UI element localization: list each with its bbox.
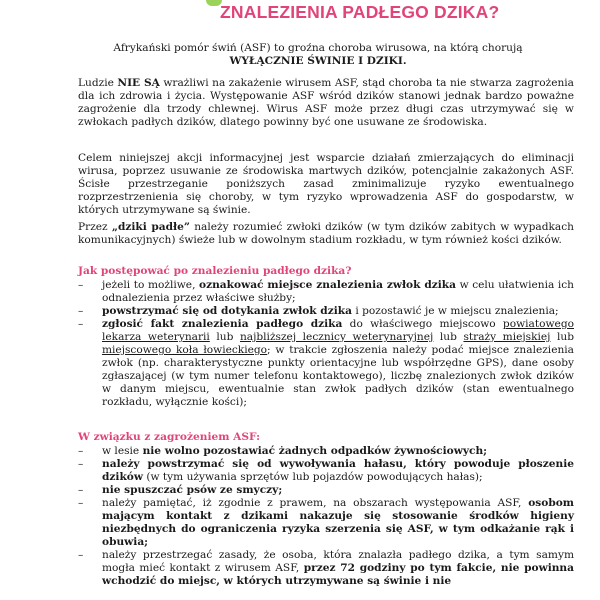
p3-text-a: Przez [78,221,112,233]
item-text: jeżeli to możliwe, [102,279,200,291]
item-text: w celu ułatwienia ich odnalezienia przez właściwe służby; [102,279,574,304]
item-text: (w tym używania sprzętów lub pojazdów powodujących hałas); [142,471,483,483]
item-text: w lesie [102,445,143,457]
procedure-list [72,279,574,409]
list-item [72,549,574,588]
item-text: lub [209,331,240,343]
item-emphasis: osobom mającym kontakt z dzikami nakazuje się stosowanie środków higieny niezbędnych do ograniczenia ryzyka szerzenia się ASF, w tym odkażanie rąk i obuwia; [102,497,574,548]
p1-text-c: wrażliwi na zakażenie wirusem ASF, stąd choroba ta nie stwarza zagrożenia dla ich zdrowia i życia. Występowanie ASF wśród dzików stanowi jednak bardzo poważne zagrożenie dla trzody chlewnej. Wirus ASF może przez długi czas utrzymywać się w zwłokach padłych dzików, dlatego powinny być one usuwane ze środowiska. [78,77,574,128]
paragraph-definition [78,221,574,247]
item-text: i pozostawić je w miejscu znalezienia; [351,305,559,317]
list-item [72,305,574,318]
item-emphasis: oznakować miejsce znalezienia zwłok dzika [199,279,457,291]
item-text: do właściwego miejscowo [342,318,503,330]
item-text: ; w trakcie zgłoszenia należy podać miejsce znalezienia zwłok (np. charakterystyczne punkty orientacyjne lub współrzędne GPS), dane osoby zgłaszającej (w tym numer telefonu kontaktowego), liczbę znalezionych zwłok dzików w danym miejscu, ewentualnie stan zwłok padłych dzików (stan ewentualnego rozkładu, wyłącznie kości); [102,344,574,408]
p1-text-a: Ludzie [78,77,118,89]
page-title: ZNALEZIENIA PADŁEGO DZIKA? [220,2,500,22]
list-item [72,279,574,305]
section-heading-procedure: Jak postępować po znalezieniu padłego dzika? [78,265,352,277]
asf-rules-list [72,445,574,588]
item-emphasis: zgłosić fakt znalezienia padłego dzika [102,318,343,330]
list-item [72,484,574,497]
item-emphasis: przez 72 godziny po tym fakcie, nie powinna wchodzić do miejsc, w których utrzymywane są świnie i nie [102,562,574,587]
item-text: lub [550,331,575,343]
p2-text: Celem niniejszej akcji informacyjnej jest wsparcie działań zmierzających do eliminacji wirusa, poprzez usuwanie ze środowiska martwych dzików, potencjalnie zakażonych ASF. Ścisłe przestrzeganie poniższych zasad zminimalizuje ryzyko ewentualnego rozprzestrzenienia się choroby, w tym ryzyko wprowadzenia ASF do gospodarstw, w których utrzymywane są świnie. [78,152,574,216]
intro-paragraph [60,42,576,68]
p3-emphasis: „dziki padłe” [111,221,190,233]
item-emphasis: nie wolno pozostawiać żadnych odpadków żywnościowych; [142,445,488,457]
p1-emphasis: NIE SĄ [117,77,160,89]
intro-line-2: WYŁĄCZNIE ŚWINIE I DZIKI. [229,55,407,67]
contact-city-guard: straży miejskiej [463,331,551,343]
item-emphasis: powstrzymać się od dotykania zwłok dzika [102,305,352,317]
paragraph-purpose [78,152,574,217]
item-emphasis: należy powstrzymać się od wywoływania hałasu, który powoduje płoszenie dzików [102,458,574,483]
list-item [72,445,574,458]
list-item [72,497,574,549]
section-heading-asf-threat: W związku z zagrożeniem ASF: [78,431,261,443]
list-item [72,458,574,484]
contact-vet-officer: powiatowego lekarza weterynarii [102,318,574,343]
item-emphasis: nie spuszczać psów ze smyczy; [102,484,283,496]
contact-hunting-club: miejscowego koła łowieckiego [102,344,268,356]
item-text: lub [433,331,464,343]
item-text: należy przestrzegać zasady, że osoba, która znalazła padłego dzika, a tym samym mogła mieć kontakt z wirusem ASF, [102,549,574,574]
contact-vet-clinic: najbliższej lecznicy weterynaryjnej [239,331,434,343]
p3-text-c: należy rozumieć zwłoki dzików (w tym dzików zabitych w wypadkach komunikacyjnych) świeże lub w dowolnym stadium rozkładu, w tym również kości dzików. [78,221,574,246]
paragraph-humans [78,77,574,129]
list-item [72,318,574,409]
item-text: należy pamiętać, iż zgodnie z prawem, na obszarach występowania ASF, [102,497,529,509]
intro-line-1: Afrykański pomór świń (ASF) to groźna choroba wirusowa, na którą chorują [113,42,523,54]
